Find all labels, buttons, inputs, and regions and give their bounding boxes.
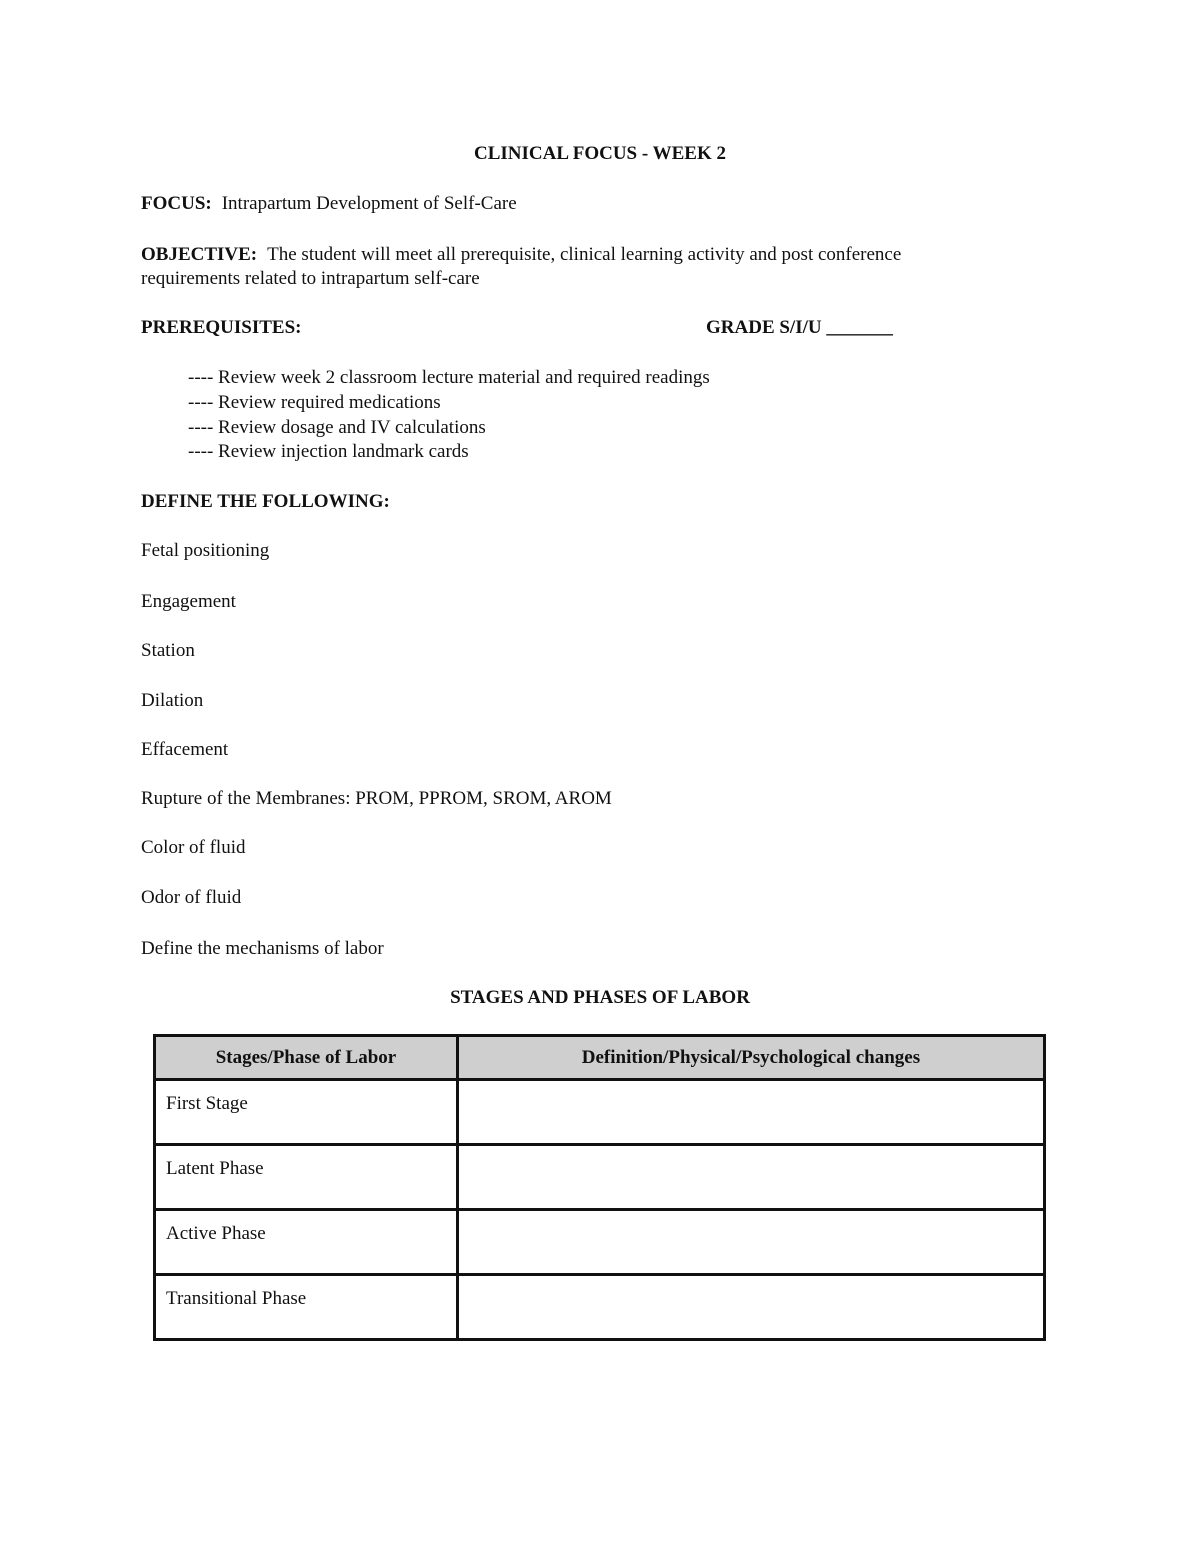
prerequisites-label: PREREQUISITES: [141,317,302,338]
column-header-definition: Definition/Physical/Psychological changes [457,1036,1044,1080]
table-row [155,1145,1045,1210]
definition-cell[interactable] [457,1275,1044,1340]
objective-line-2: requirements related to intrapartum self-care [141,268,480,289]
define-term: Fetal positioning [141,540,270,561]
definition-cell[interactable] [457,1210,1044,1275]
table-header-row [155,1036,1045,1080]
prereq-item: ---- Review dosage and IV calculations [188,417,486,438]
define-heading: DEFINE THE FOLLOWING: [141,491,390,512]
stages-table [153,1034,1046,1341]
stage-cell: First Stage [155,1080,458,1145]
define-term: Odor of fluid [141,887,242,908]
define-term: Rupture of the Membranes: PROM, PPROM, SROM, AROM [141,788,612,809]
objective-line-1 [141,243,901,267]
define-term: Engagement [141,591,236,612]
stage-cell: Latent Phase [155,1145,458,1210]
stage-cell: Active Phase [155,1210,458,1275]
focus-line [141,192,517,216]
table-row [155,1080,1045,1145]
stages-heading: STAGES AND PHASES OF LABOR [450,987,750,1008]
column-header-stage: Stages/Phase of Labor [155,1036,458,1080]
objective-label: OBJECTIVE: [141,244,258,265]
objective-text-1: The student will meet all prerequisite, clinical learning activity and post conference [267,244,902,265]
define-term: Effacement [141,739,229,760]
definition-cell[interactable] [457,1145,1044,1210]
stage-cell: Transitional Phase [155,1275,458,1340]
define-term: Define the mechanisms of labor [141,938,384,959]
define-term: Dilation [141,690,204,711]
define-term: Color of fluid [141,837,246,858]
prereq-item: ---- Review injection landmark cards [188,441,469,462]
grade-field: GRADE S/I/U _______ [706,317,893,338]
prereq-item: ---- Review week 2 classroom lecture material and required readings [188,367,710,388]
page-title: CLINICAL FOCUS - WEEK 2 [474,143,726,164]
definition-cell[interactable] [457,1080,1044,1145]
prereq-item: ---- Review required medications [188,392,441,413]
focus-label: FOCUS: [141,193,212,214]
table-row [155,1210,1045,1275]
define-term: Station [141,640,195,661]
table-row [155,1275,1045,1340]
focus-text: Intrapartum Development of Self-Care [221,193,517,214]
